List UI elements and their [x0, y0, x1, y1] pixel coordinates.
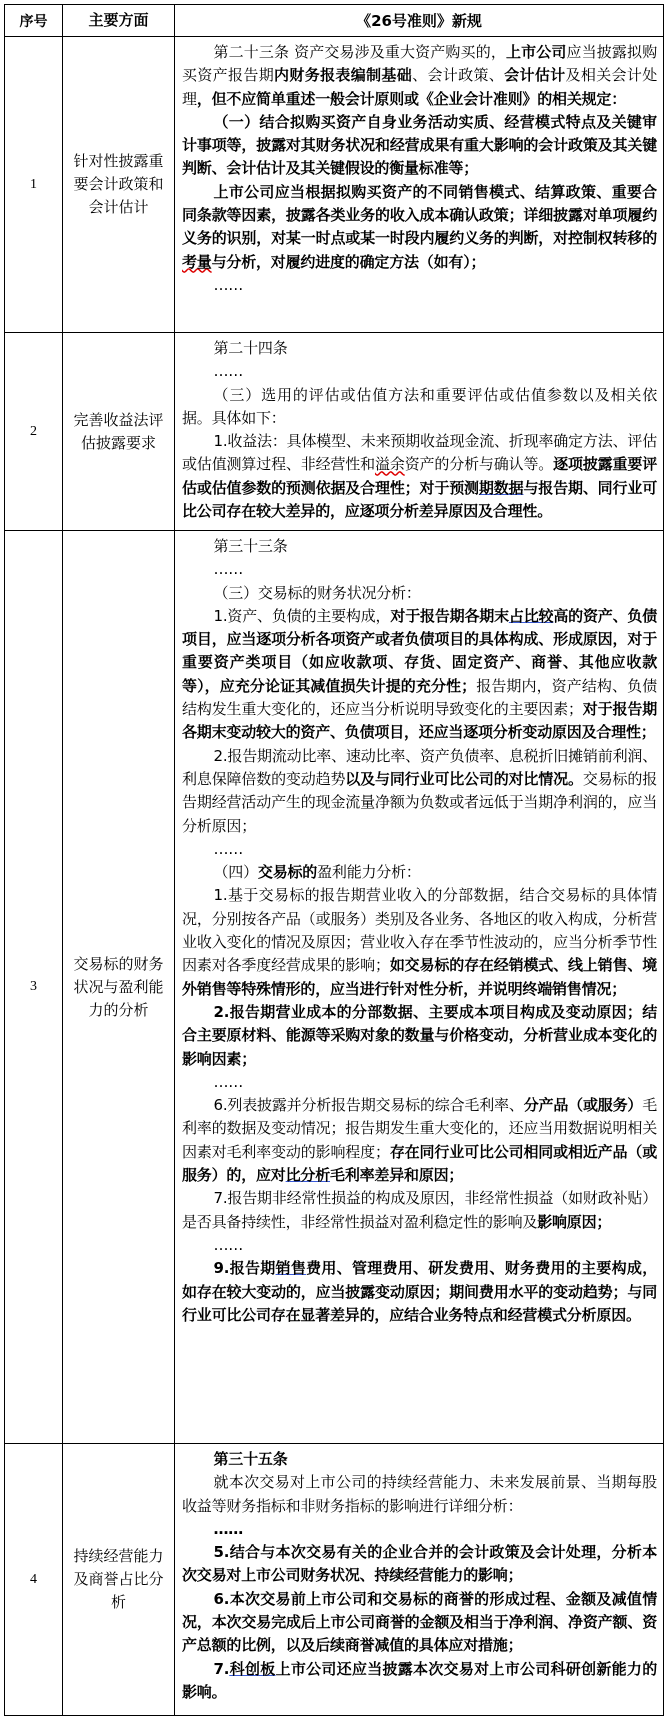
rule-paragraph [182, 1471, 657, 1518]
bold-text-segment: 交易标的 [257, 863, 318, 882]
rule-paragraph [182, 838, 657, 861]
text-segment: 及相关会计处理 [182, 66, 658, 108]
text-segment: …… [213, 362, 244, 381]
bold-text-segment: （一）结合拟购买资产自身业务活动实质、经营模式特点及关键审计事项等，披露对其财务状况和经营成果有重大影响的会计政策及其关键判断、会计估计及其关键假设的衡量标准等； [182, 112, 657, 178]
text-segment: （三）交易标的财务状况分析： [213, 583, 421, 602]
text-segment: 6.列表披露并分析报告期交易标的综合毛利率、 [213, 1096, 524, 1115]
table-row [5, 333, 664, 531]
rule-paragraph [182, 535, 657, 558]
rule-paragraph [182, 884, 657, 1000]
text-segment: 溢余 [374, 455, 405, 474]
rule-paragraph [182, 1257, 657, 1327]
row-rule-content [175, 531, 664, 1444]
row-rule-content [175, 37, 664, 333]
bold-text-segment: 对于报告期各期末 [390, 606, 509, 625]
rule-paragraph [182, 1448, 657, 1471]
rule-paragraph [182, 337, 657, 360]
text-segment: …… [213, 1235, 244, 1254]
text-segment: 2.报告期流动比率、速动比率、资产负债率、息税折旧摊销前利润、利息保障倍数的变动趋势 [182, 746, 657, 788]
rule-paragraph [182, 1094, 657, 1187]
row-main-aspect: 持续经营能力及商誉占比分析 [63, 1444, 175, 1716]
rule-paragraph [182, 41, 657, 111]
bold-text-segment: 占比较 [508, 606, 554, 625]
bold-text-segment: 分产品（或服务） [523, 1096, 643, 1115]
row-main-aspect: 针对性披露重要会计政策和会计估计 [63, 37, 175, 333]
rule-paragraph [182, 1071, 657, 1094]
row-main-aspect: 交易标的财务状况与盈利能力的分析 [63, 531, 175, 1444]
bold-text-segment: 销售 [275, 1259, 307, 1278]
bold-text-segment: 考量 [182, 252, 212, 271]
row-rule-content [175, 1444, 664, 1716]
text-segment: 、会计政策、 [412, 66, 505, 85]
rule-paragraph [182, 1588, 657, 1658]
rule-paragraph [182, 558, 657, 581]
text-segment: 1.基于交易标的报告期营业收入的分部数据，结合交易标的具体情况，分别按各产品（或服务）类别及各业务、各地区的收入构成，分析营业收入变化的情况及原因；营业收入存在季节性波动的，应当分析季节性因素对各季度经营成果的影响； [182, 886, 657, 975]
text-segment: …… [213, 839, 244, 858]
bold-text-segment: 与报告期、同行业可比公司存在较大差异的，应逐项分析差异原因及合理性。 [182, 478, 657, 521]
text-segment: 盈利能力分析： [317, 863, 421, 882]
rule-paragraph [182, 861, 657, 884]
text-segment: 资产的分析与确认等。 [404, 455, 554, 474]
text-segment: 毛利率的数据及变动情况；报告期发生重大变化的，还应当用数据说明相关因素对毛利率变动的影响程度； [182, 1096, 658, 1161]
rule-paragraph [182, 745, 657, 838]
bold-text-segment: 以及与同行业可比公司的对比情况。 [345, 769, 583, 788]
table-body [5, 37, 664, 1716]
bold-text-segment: 上市公司应当根据拟购买资产的不同销售模式、结算政策、重要合同条款等因素，披露各类业务的收入成本确认政策；详细披露对单项履约义务的识别，对某一时点或某一时段内履约义务的判断，对控制权转移的 [182, 182, 657, 248]
table-row [5, 1444, 664, 1716]
rule-paragraph [182, 582, 657, 605]
text-segment: 第三十三条 [213, 537, 288, 555]
bold-text-segment: 2.报告期营业成本的分部数据、主要成本项目构成及变动原因；结合主要原材料、能源等采购对象的数量与价格变动，分析营业成本变化的影响因素； [182, 1002, 657, 1068]
rule-paragraph [182, 1187, 657, 1234]
header-serial-number: 序号 [5, 5, 63, 37]
bold-text-segment: 上市公司 [505, 43, 567, 61]
bold-text-segment: 7. [213, 1659, 230, 1678]
bold-text-segment: 会计估计 [504, 66, 566, 85]
header-new-rule: 《26号准则》新规 [175, 5, 664, 37]
row-serial-number: 3 [5, 531, 63, 1444]
bold-text-segment: …… [213, 1519, 244, 1538]
text-segment: 第二十三条 资产交易涉及重大资产购买的， [213, 43, 506, 61]
table-row [5, 531, 664, 1444]
bold-text-segment: 影响原因； [537, 1212, 612, 1231]
bold-text-segment: 期数据 [478, 478, 524, 497]
bold-text-segment: 上市公司还应当披露本次交易对上市公司科研创新能力的影响。 [182, 1659, 657, 1701]
rule-paragraph [182, 430, 657, 523]
bold-text-segment: 比分析 [285, 1166, 331, 1185]
text-segment: 应当披露拟购买资产报告期 [182, 43, 657, 85]
bold-text-segment: 9.报告期 [213, 1259, 276, 1278]
table-row [5, 37, 664, 333]
bold-text-segment: 存在同行业可比公司相同或相近产品（或服务）的，应对 [182, 1142, 658, 1185]
text-segment: …… [213, 560, 244, 579]
rule-paragraph [182, 181, 657, 274]
bold-text-segment: 如交易标的存在经销模式、线上销售、境外销售等特殊情形的，应当进行针对性分析，并说明终端销售情况； [182, 956, 658, 998]
bold-text-segment: ，但不应简单重述一般会计原则或《企业会计准则》的相关规定： [196, 89, 627, 108]
text-segment: 1.收益法：具体模型、未来预期收益现金流、折现率确定方法、评估或估值测算过程、非经营性和 [182, 432, 657, 474]
row-rule-content [175, 333, 664, 531]
text-segment: …… [213, 1072, 244, 1091]
text-segment: （四） [213, 863, 258, 882]
text-segment: 报告期内，资产结构、负债结构发生重大变化的，还应当分析说明导致变化的主要因素； [182, 676, 657, 719]
regulation-comparison-table [4, 4, 664, 1716]
rule-paragraph [182, 384, 657, 431]
rule-paragraph [182, 274, 657, 297]
rule-paragraph [182, 111, 657, 181]
table-header-row [5, 5, 664, 37]
rule-paragraph [182, 1234, 657, 1257]
rule-paragraph [182, 360, 657, 383]
text-segment: 交易标的报告期经营活动产生的现金流量净额为负数或者远低于当期净利润的，应当分析原因； [182, 769, 657, 835]
rule-paragraph [182, 1518, 657, 1541]
bold-text-segment: 内财务报表编制基础 [274, 66, 413, 85]
row-serial-number: 4 [5, 1444, 63, 1716]
row-serial-number: 2 [5, 333, 63, 531]
rule-paragraph [182, 1658, 657, 1705]
bold-text-segment: 毛利率差异和原因； [330, 1166, 464, 1185]
row-main-aspect: 完善收益法评估披露要求 [63, 333, 175, 531]
row-serial-number: 1 [5, 37, 63, 333]
rule-paragraph [182, 1001, 657, 1071]
bold-text-segment: 与分析，对履约进度的确定方法（如有）； [211, 252, 486, 271]
bold-text-segment: 5.结合与本次交易有关的企业合并的会计政策及会计处理，分析本次交易对上市公司财务状况、持续经营能力的影响； [182, 1543, 657, 1585]
bold-text-segment: 对于报告期各期末变动较大的资产、负债项目，还应当逐项分析变动原因及合理性； [182, 700, 657, 742]
header-main-aspect: 主要方面 [63, 5, 175, 37]
text-segment: 7.报告期非经常性损益的构成及原因，非经常性损益（如财政补贴）是否具备持续性，非经常性损益对盈利稳定性的影响及 [182, 1189, 657, 1231]
rule-paragraph [182, 605, 657, 745]
bold-text-segment: 6.本次交易前上市公司和交易标的商誉的形成过程、金额及减值情况，本次交易完成后上市公司商誉的金额及相当于净利润、净资产额、资产总额的比例，以及后续商誉减值的具体应对措施； [182, 1589, 657, 1655]
bold-text-segment: 第三十五条 [213, 1450, 288, 1468]
bold-text-segment: 科创板 [229, 1659, 276, 1678]
text-segment: 1.资产、负债的主要构成， [213, 606, 391, 625]
text-segment: …… [213, 275, 244, 294]
bold-text-segment: 费用、管理费用、研发费用、财务费用的主要构成，如存在较大变动的，应当披露变动原因；期间费用水平的变动趋势；与同行业可比公司存在显著差异的，应结合业务特点和经营模式分析原因。 [182, 1259, 657, 1324]
text-segment: 第二十四条 [213, 339, 288, 357]
rule-paragraph [182, 1541, 657, 1588]
text-segment: （三）选用的评估或估值方法和重要评估或估值参数以及相关依据。具体如下： [182, 385, 657, 427]
bold-text-segment: 高的资产、负债项目，应当逐项分析各项资产或者负债项目的具体构成、形成原因，对于重要资产类项目（如应收款项、存货、固定资产、商誉、其他应收款等），应充分论证其减值损失计提的充分性； [182, 606, 657, 695]
bold-text-segment: 逐项披露重要评估或估值参数的预测依据及合理性；对于预测 [182, 455, 658, 497]
text-segment: 就本次交易对上市公司的持续经营能力、未来发展前景、当期每股收益等财务指标和非财务指标的影响进行详细分析： [182, 1473, 657, 1515]
